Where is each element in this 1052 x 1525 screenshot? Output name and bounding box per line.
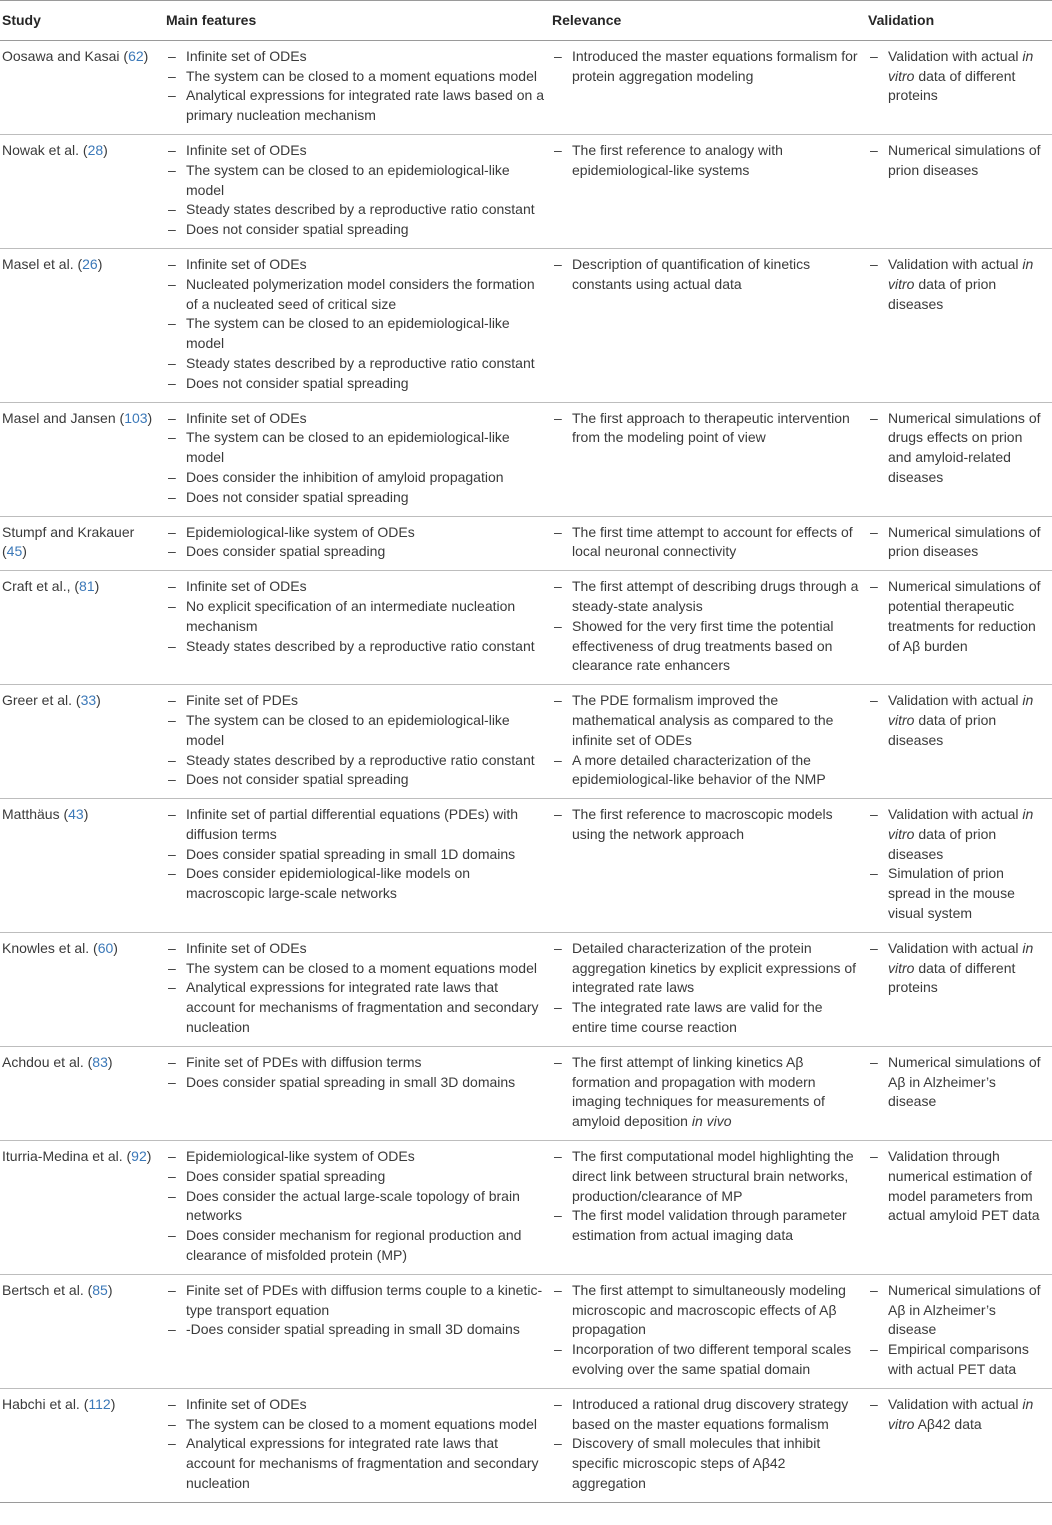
validation-item: – Numerical simulations of potential therapeutic treatments for reduction of Aβ burden	[868, 577, 1048, 656]
feature-item: – The system can be closed to a moment equations model	[166, 959, 544, 979]
header-study: Study	[2, 12, 41, 28]
table-row	[0, 932, 1052, 1046]
validation-list	[868, 47, 1048, 106]
study-cell: Achdou et al. (83)	[2, 1053, 113, 1070]
relevance-cell	[548, 1274, 864, 1388]
validation-list	[868, 939, 1048, 998]
study-name: Masel et al. (	[2, 255, 83, 272]
feature-list	[166, 1281, 544, 1340]
header-validation: Validation	[868, 12, 935, 28]
feature-item: – Steady states described by a reproductive ratio constant	[166, 751, 544, 771]
table-row	[0, 248, 1052, 402]
relevance-cell	[548, 1388, 864, 1502]
relevance-item: – The PDE formalism improved the mathematical analysis as compared to the infinite set of ODEs	[552, 691, 860, 750]
relevance-list	[552, 577, 860, 676]
relevance-item: – Incorporation of two different temporal scales evolving over the same spatial domain	[552, 1340, 860, 1380]
validation-item: – Validation with actual in vitro data of different proteins	[868, 939, 1048, 998]
reference-link[interactable]: 83	[92, 1053, 108, 1070]
study-name: Bertsch et al. (	[2, 1281, 93, 1298]
feature-item: – Does consider spatial spreading	[166, 542, 544, 562]
reference-link[interactable]: 45	[6, 543, 23, 560]
relevance-cell	[548, 516, 864, 571]
relevance-item: – The first model validation through parameter estimation from actual imaging data	[552, 1206, 860, 1246]
validation-item: – Validation with actual in vitro data of prion diseases	[868, 255, 1048, 314]
relevance-list	[552, 409, 860, 449]
feature-list	[166, 255, 544, 394]
main-features-cell	[162, 402, 548, 516]
study-cell: Greer et al. (33)	[2, 692, 101, 709]
feature-list	[166, 409, 544, 508]
study-name: Knowles et al. (	[2, 939, 98, 956]
relevance-item: – Introduced a rational drug discovery strategy based on the master equations formalism	[552, 1395, 860, 1435]
relevance-cell	[548, 134, 864, 248]
relevance-cell	[548, 248, 864, 402]
validation-item: – Simulation of prion spread in the mouse visual system	[868, 864, 1048, 923]
feature-item: – Does consider spatial spreading in small 3D domains	[166, 1073, 544, 1093]
feature-list	[166, 691, 544, 790]
relevance-item: – The first attempt of linking kinetics Aβ formation and propagation with modern imaging techniques for measurements of amyloid deposition in vivo	[552, 1053, 860, 1132]
header-relevance: Relevance	[552, 12, 622, 28]
relevance-cell	[548, 571, 864, 685]
validation-list	[868, 691, 1048, 750]
feature-list	[166, 1147, 544, 1266]
feature-item: – Infinite set of ODEs	[166, 47, 544, 67]
study-cell: Oosawa and Kasai (62)	[2, 47, 149, 64]
relevance-item: – The integrated rate laws are valid for the entire time course reaction	[552, 998, 860, 1038]
relevance-list	[552, 1395, 860, 1494]
table-row	[0, 1046, 1052, 1140]
validation-cell	[864, 248, 1052, 402]
feature-item: – Does consider the actual large-scale topology of brain networks	[166, 1187, 544, 1227]
relevance-cell	[548, 799, 864, 933]
main-features-cell	[162, 40, 548, 134]
validation-list	[868, 255, 1048, 314]
feature-item: – Steady states described by a reproductive ratio constant	[166, 637, 544, 657]
feature-item: – Does consider mechanism for regional production and clearance of misfolded protein (MP)	[166, 1226, 544, 1266]
reference-link[interactable]: 85	[92, 1281, 108, 1298]
feature-item: – Infinite set of ODEs	[166, 141, 544, 161]
relevance-item: – Description of quantification of kinetics constants using actual data	[552, 255, 860, 295]
relevance-list	[552, 1281, 860, 1380]
relevance-item: – The first reference to analogy with epidemiological-like systems	[552, 141, 860, 181]
validation-item: – Validation with actual in vitro data of prion diseases	[868, 691, 1048, 750]
main-features-cell	[162, 248, 548, 402]
validation-list	[868, 523, 1048, 563]
relevance-cell	[548, 1141, 864, 1275]
relevance-list	[552, 1147, 860, 1246]
study-name: Iturria-Medina et al. (	[2, 1148, 132, 1165]
main-features-cell	[162, 685, 548, 799]
validation-item: – Numerical simulations of prion diseases	[868, 523, 1048, 563]
feature-item: – Does not consider spatial spreading	[166, 770, 544, 790]
feature-item: – Infinite set of ODEs	[166, 255, 544, 275]
study-cell: Stumpf and Krakauer (45)	[2, 523, 135, 560]
reference-link[interactable]: 92	[131, 1148, 147, 1165]
validation-item: – Numerical simulations of Aβ in Alzheimer’s disease	[868, 1053, 1048, 1112]
feature-item: – Does consider spatial spreading	[166, 1167, 544, 1187]
study-cell: Nowak et al. (28)	[2, 141, 108, 158]
study-name: Matthäus (	[2, 806, 69, 823]
relevance-cell	[548, 932, 864, 1046]
table-row	[0, 1274, 1052, 1388]
feature-item: – Steady states described by a reproductive ratio constant	[166, 354, 544, 374]
header-main-features: Main features	[166, 12, 257, 28]
feature-item: – Finite set of PDEs with diffusion terms couple to a kinetic-type transport equation	[166, 1281, 544, 1321]
feature-item: – No explicit specification of an intermediate nucleation mechanism	[166, 597, 544, 637]
validation-list	[868, 1395, 1048, 1435]
feature-item: – Nucleated polymerization model considers the formation of a nucleated seed of critical size	[166, 275, 544, 315]
feature-list	[166, 1053, 544, 1093]
relevance-list	[552, 47, 860, 87]
feature-item: – Analytical expressions for integrated rate laws that account for mechanisms of fragmentation and secondary nucleation	[166, 1434, 544, 1493]
validation-item: – Numerical simulations of drugs effects on prion and amyloid-related diseases	[868, 409, 1048, 488]
validation-cell	[864, 134, 1052, 248]
feature-item: – Infinite set of ODEs	[166, 1395, 544, 1415]
relevance-cell	[548, 40, 864, 134]
validation-item: – Empirical comparisons with actual PET data	[868, 1340, 1048, 1380]
study-name: Habchi et al. (	[2, 1395, 89, 1412]
validation-cell	[864, 516, 1052, 571]
feature-list	[166, 805, 544, 904]
study-cell: Masel et al. (26)	[2, 255, 103, 272]
table-row	[0, 571, 1052, 685]
study-name: Craft et al., (	[2, 578, 80, 595]
feature-item: – Does not consider spatial spreading	[166, 374, 544, 394]
relevance-item: – Introduced the master equations formalism for protein aggregation modeling	[552, 47, 860, 87]
reference-link[interactable]: 33	[80, 692, 97, 709]
relevance-item: – Showed for the very first time the potential effectiveness of drug treatments based on clearance rate enhancers	[552, 617, 860, 676]
feature-item: – Does not consider spatial spreading	[166, 220, 544, 240]
validation-list	[868, 577, 1048, 656]
relevance-list	[552, 523, 860, 563]
header-row	[0, 1, 1052, 41]
validation-cell	[864, 799, 1052, 933]
main-features-cell	[162, 799, 548, 933]
feature-item: – -Does consider spatial spreading in small 3D domains	[166, 1320, 544, 1340]
study-name: Masel and Jansen (	[2, 409, 125, 426]
validation-cell	[864, 1388, 1052, 1502]
main-features-cell	[162, 1141, 548, 1275]
study-cell: Knowles et al. (60)	[2, 939, 118, 956]
main-features-cell	[162, 1388, 548, 1502]
relevance-list	[552, 1053, 860, 1132]
validation-cell	[864, 1046, 1052, 1140]
main-features-cell	[162, 134, 548, 248]
feature-item: – Infinite set of partial differential equations (PDEs) with diffusion terms	[166, 805, 544, 845]
validation-cell	[864, 932, 1052, 1046]
feature-list	[166, 47, 544, 126]
relevance-list	[552, 691, 860, 790]
main-features-cell	[162, 932, 548, 1046]
feature-item: – The system can be closed to an epidemiological-like model	[166, 314, 544, 354]
validation-list	[868, 1281, 1048, 1380]
relevance-item: – The first computational model highlighting the direct link between structural brain networks, production/clearance of MP	[552, 1147, 860, 1206]
reference-link[interactable]: 112	[88, 1395, 111, 1412]
study-cell: Bertsch et al. (85)	[2, 1281, 113, 1298]
validation-list	[868, 1053, 1048, 1112]
relevance-item: – The first reference to macroscopic models using the network approach	[552, 805, 860, 845]
study-cell: Craft et al., (81)	[2, 578, 100, 595]
main-features-cell	[162, 571, 548, 685]
feature-list	[166, 1395, 544, 1494]
feature-item: – The system can be closed to an epidemiological-like model	[166, 428, 544, 468]
validation-cell	[864, 1274, 1052, 1388]
study-name: Greer et al. (	[2, 692, 81, 709]
relevance-list	[552, 141, 860, 181]
validation-item: – Validation with actual in vitro Aβ42 data	[868, 1395, 1048, 1435]
table-row	[0, 134, 1052, 248]
main-features-cell	[162, 1046, 548, 1140]
reference-link[interactable]: 81	[79, 578, 95, 595]
feature-item: – The system can be closed to a moment equations model	[166, 1415, 544, 1435]
study-cell: Masel and Jansen (103)	[2, 409, 153, 426]
study-name: Oosawa and Kasai (	[2, 47, 129, 64]
table-body	[0, 40, 1052, 1502]
feature-item: – Does consider epidemiological-like models on macroscopic large-scale networks	[166, 864, 544, 904]
relevance-item: – The first attempt of describing drugs through a steady-state analysis	[552, 577, 860, 617]
reference-link[interactable]: 28	[87, 141, 104, 158]
validation-cell	[864, 685, 1052, 799]
study-cell: Matthäus (43)	[2, 806, 89, 823]
reference-link[interactable]: 62	[128, 47, 144, 64]
feature-item: – Analytical expressions for integrated rate laws based on a primary nucleation mechanism	[166, 86, 544, 126]
table-row	[0, 799, 1052, 933]
relevance-item: – The first attempt to simultaneously modeling microscopic and macroscopic effects of Aβ propagation	[552, 1281, 860, 1340]
relevance-list	[552, 805, 860, 845]
feature-item: – Epidemiological-like system of ODEs	[166, 523, 544, 543]
validation-cell	[864, 402, 1052, 516]
table-row	[0, 516, 1052, 571]
relevance-list	[552, 939, 860, 1038]
validation-item: – Numerical simulations of prion diseases	[868, 141, 1048, 181]
feature-item: – Epidemiological-like system of ODEs	[166, 1147, 544, 1167]
relevance-item: – The first time attempt to account for effects of local neuronal connectivity	[552, 523, 860, 563]
feature-list	[166, 939, 544, 1038]
feature-item: – Does consider the inhibition of amyloid propagation	[166, 468, 544, 488]
feature-item: – Infinite set of ODEs	[166, 409, 544, 429]
validation-item: – Numerical simulations of Aβ in Alzheimer’s disease	[868, 1281, 1048, 1340]
validation-item: – Validation with actual in vitro data of different proteins	[868, 47, 1048, 106]
study-name: Nowak et al. (	[2, 141, 88, 158]
feature-item: – Does not consider spatial spreading	[166, 488, 544, 508]
feature-item: – The system can be closed to an epidemiological-like model	[166, 711, 544, 751]
reference-link[interactable]: 60	[97, 939, 114, 956]
relevance-item: – A more detailed characterization of the epidemiological-like behavior of the NMP	[552, 751, 860, 791]
table-row	[0, 402, 1052, 516]
feature-list	[166, 141, 544, 240]
reference-link[interactable]: 43	[68, 806, 84, 823]
reference-link[interactable]: 103	[124, 409, 148, 426]
feature-item: – Does consider spatial spreading in small 1D domains	[166, 845, 544, 865]
validation-item: – Validation through numerical estimation of model parameters from actual amyloid PET data	[868, 1147, 1048, 1226]
validation-cell	[864, 571, 1052, 685]
study-name: Stumpf and Krakauer (	[2, 523, 135, 560]
validation-list	[868, 409, 1048, 488]
validation-list	[868, 141, 1048, 181]
study-name: Achdou et al. (	[2, 1053, 93, 1070]
main-features-cell	[162, 1274, 548, 1388]
relevance-cell	[548, 402, 864, 516]
feature-item: – Finite set of PDEs	[166, 691, 544, 711]
feature-item: – The system can be closed to an epidemiological-like model	[166, 161, 544, 201]
study-cell: Iturria-Medina et al. (92)	[2, 1148, 152, 1165]
relevance-list	[552, 255, 860, 295]
relevance-item: – Detailed characterization of the protein aggregation kinetics by explicit expressions of integrated rate laws	[552, 939, 860, 998]
validation-list	[868, 1147, 1048, 1226]
feature-list	[166, 523, 544, 563]
relevance-cell	[548, 1046, 864, 1140]
validation-cell	[864, 40, 1052, 134]
feature-item: – Finite set of PDEs with diffusion terms	[166, 1053, 544, 1073]
relevance-cell	[548, 685, 864, 799]
table-row	[0, 685, 1052, 799]
feature-item: – Infinite set of ODEs	[166, 577, 544, 597]
feature-item: – Analytical expressions for integrated rate laws that account for mechanisms of fragmentation and secondary nucleation	[166, 978, 544, 1037]
feature-item: – Steady states described by a reproductive ratio constant	[166, 200, 544, 220]
feature-item: – Infinite set of ODEs	[166, 939, 544, 959]
table-row	[0, 40, 1052, 134]
main-features-cell	[162, 516, 548, 571]
relevance-item: – Discovery of small molecules that inhibit specific microscopic steps of Aβ42 aggregation	[552, 1434, 860, 1493]
study-cell: Habchi et al. (112)	[2, 1395, 116, 1412]
reference-link[interactable]: 26	[82, 255, 98, 272]
feature-list	[166, 577, 544, 656]
table-row	[0, 1141, 1052, 1275]
validation-item: – Validation with actual in vitro data of prion diseases	[868, 805, 1048, 864]
validation-list	[868, 805, 1048, 924]
feature-item: – The system can be closed to a moment equations model	[166, 67, 544, 87]
table-row	[0, 1388, 1052, 1502]
validation-cell	[864, 1141, 1052, 1275]
relevance-item: – The first approach to therapeutic intervention from the modeling point of view	[552, 409, 860, 449]
